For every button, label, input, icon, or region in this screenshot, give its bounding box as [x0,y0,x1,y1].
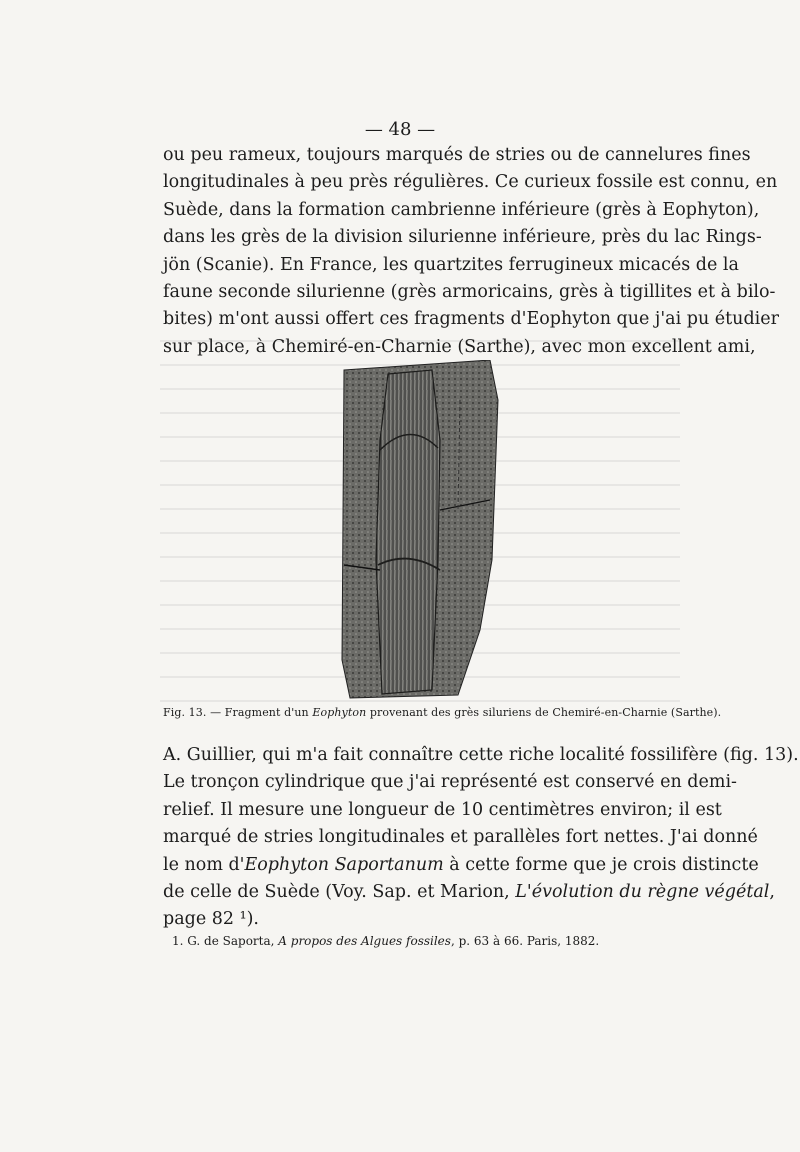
species-name: Eophyton Saportanum [244,854,444,875]
paragraph-bottom [163,742,799,934]
footnote-text: 1. G. de Saporta, [172,934,279,948]
text-line: relief. Il mesure une longueur de 10 centimètres environ; il est [163,799,722,820]
text-line: Le tronçon cylindrique que j'ai représenté est conservé en demi- [163,772,737,793]
paragraph-top [163,142,779,361]
footnote-text-end: , p. 63 à 66. Paris, 1882. [450,934,600,948]
text-line: marqué de stries longitudinales et parallèles fort nettes. J'ai donné [163,827,758,848]
text-line: Suède, dans la formation cambrienne inférieure (grès à Eophyton), [163,199,760,220]
fossil-illustration [340,360,500,700]
footnote [172,934,672,948]
text-line: longitudinales à peu près régulières. Ce curieux fossile est connu, en [163,172,778,193]
text-line: jön (Scanie). En France, les quartzites ferrugineux micacés de la [163,254,739,275]
text-line [163,852,759,879]
caption-text-end: provenant des grès siluriens de Chemiré-en-Charnie (Sarthe). [369,706,722,719]
caption-text: Fig. 13. — Fragment d'un [163,706,309,719]
text-line: sur place, à Chemiré-en-Charnie (Sarthe), avec mon excellent ami, [163,336,756,357]
text-line: faune seconde silurienne (grès armoricains, grès à tigillites et à bilo- [163,282,776,303]
page-number: — 48 — [364,119,436,140]
text-line: bites) m'ont aussi offert ces fragments d'Eophyton que j'ai pu étudier [163,309,779,330]
book-title: L'évolution du règne végétal [515,882,770,903]
text-fragment: , [769,882,775,903]
text-fragment: le nom d' [163,854,245,875]
figure-caption [163,706,722,719]
caption-genus: Eophyton [312,706,367,719]
fossil-figure [340,360,500,700]
text-line: ou peu rameux, toujours marqués de stries ou de cannelures fines [163,145,751,165]
text-fragment: à cette forme que je crois distincte [443,854,759,875]
text-fragment: de celle de Suède (Voy. Sap. et Marion, [163,882,516,903]
text-line [163,879,775,906]
text-line: dans les grès de la division silurienne inférieure, près du lac Rings- [163,227,762,248]
footnote-title: A propos des Algues fossiles [278,934,451,948]
text-line: page 82 ¹). [163,909,259,930]
text-line: A. Guillier, qui m'a fait connaître cette riche localité fossilifère (fig. 13). [163,745,799,765]
